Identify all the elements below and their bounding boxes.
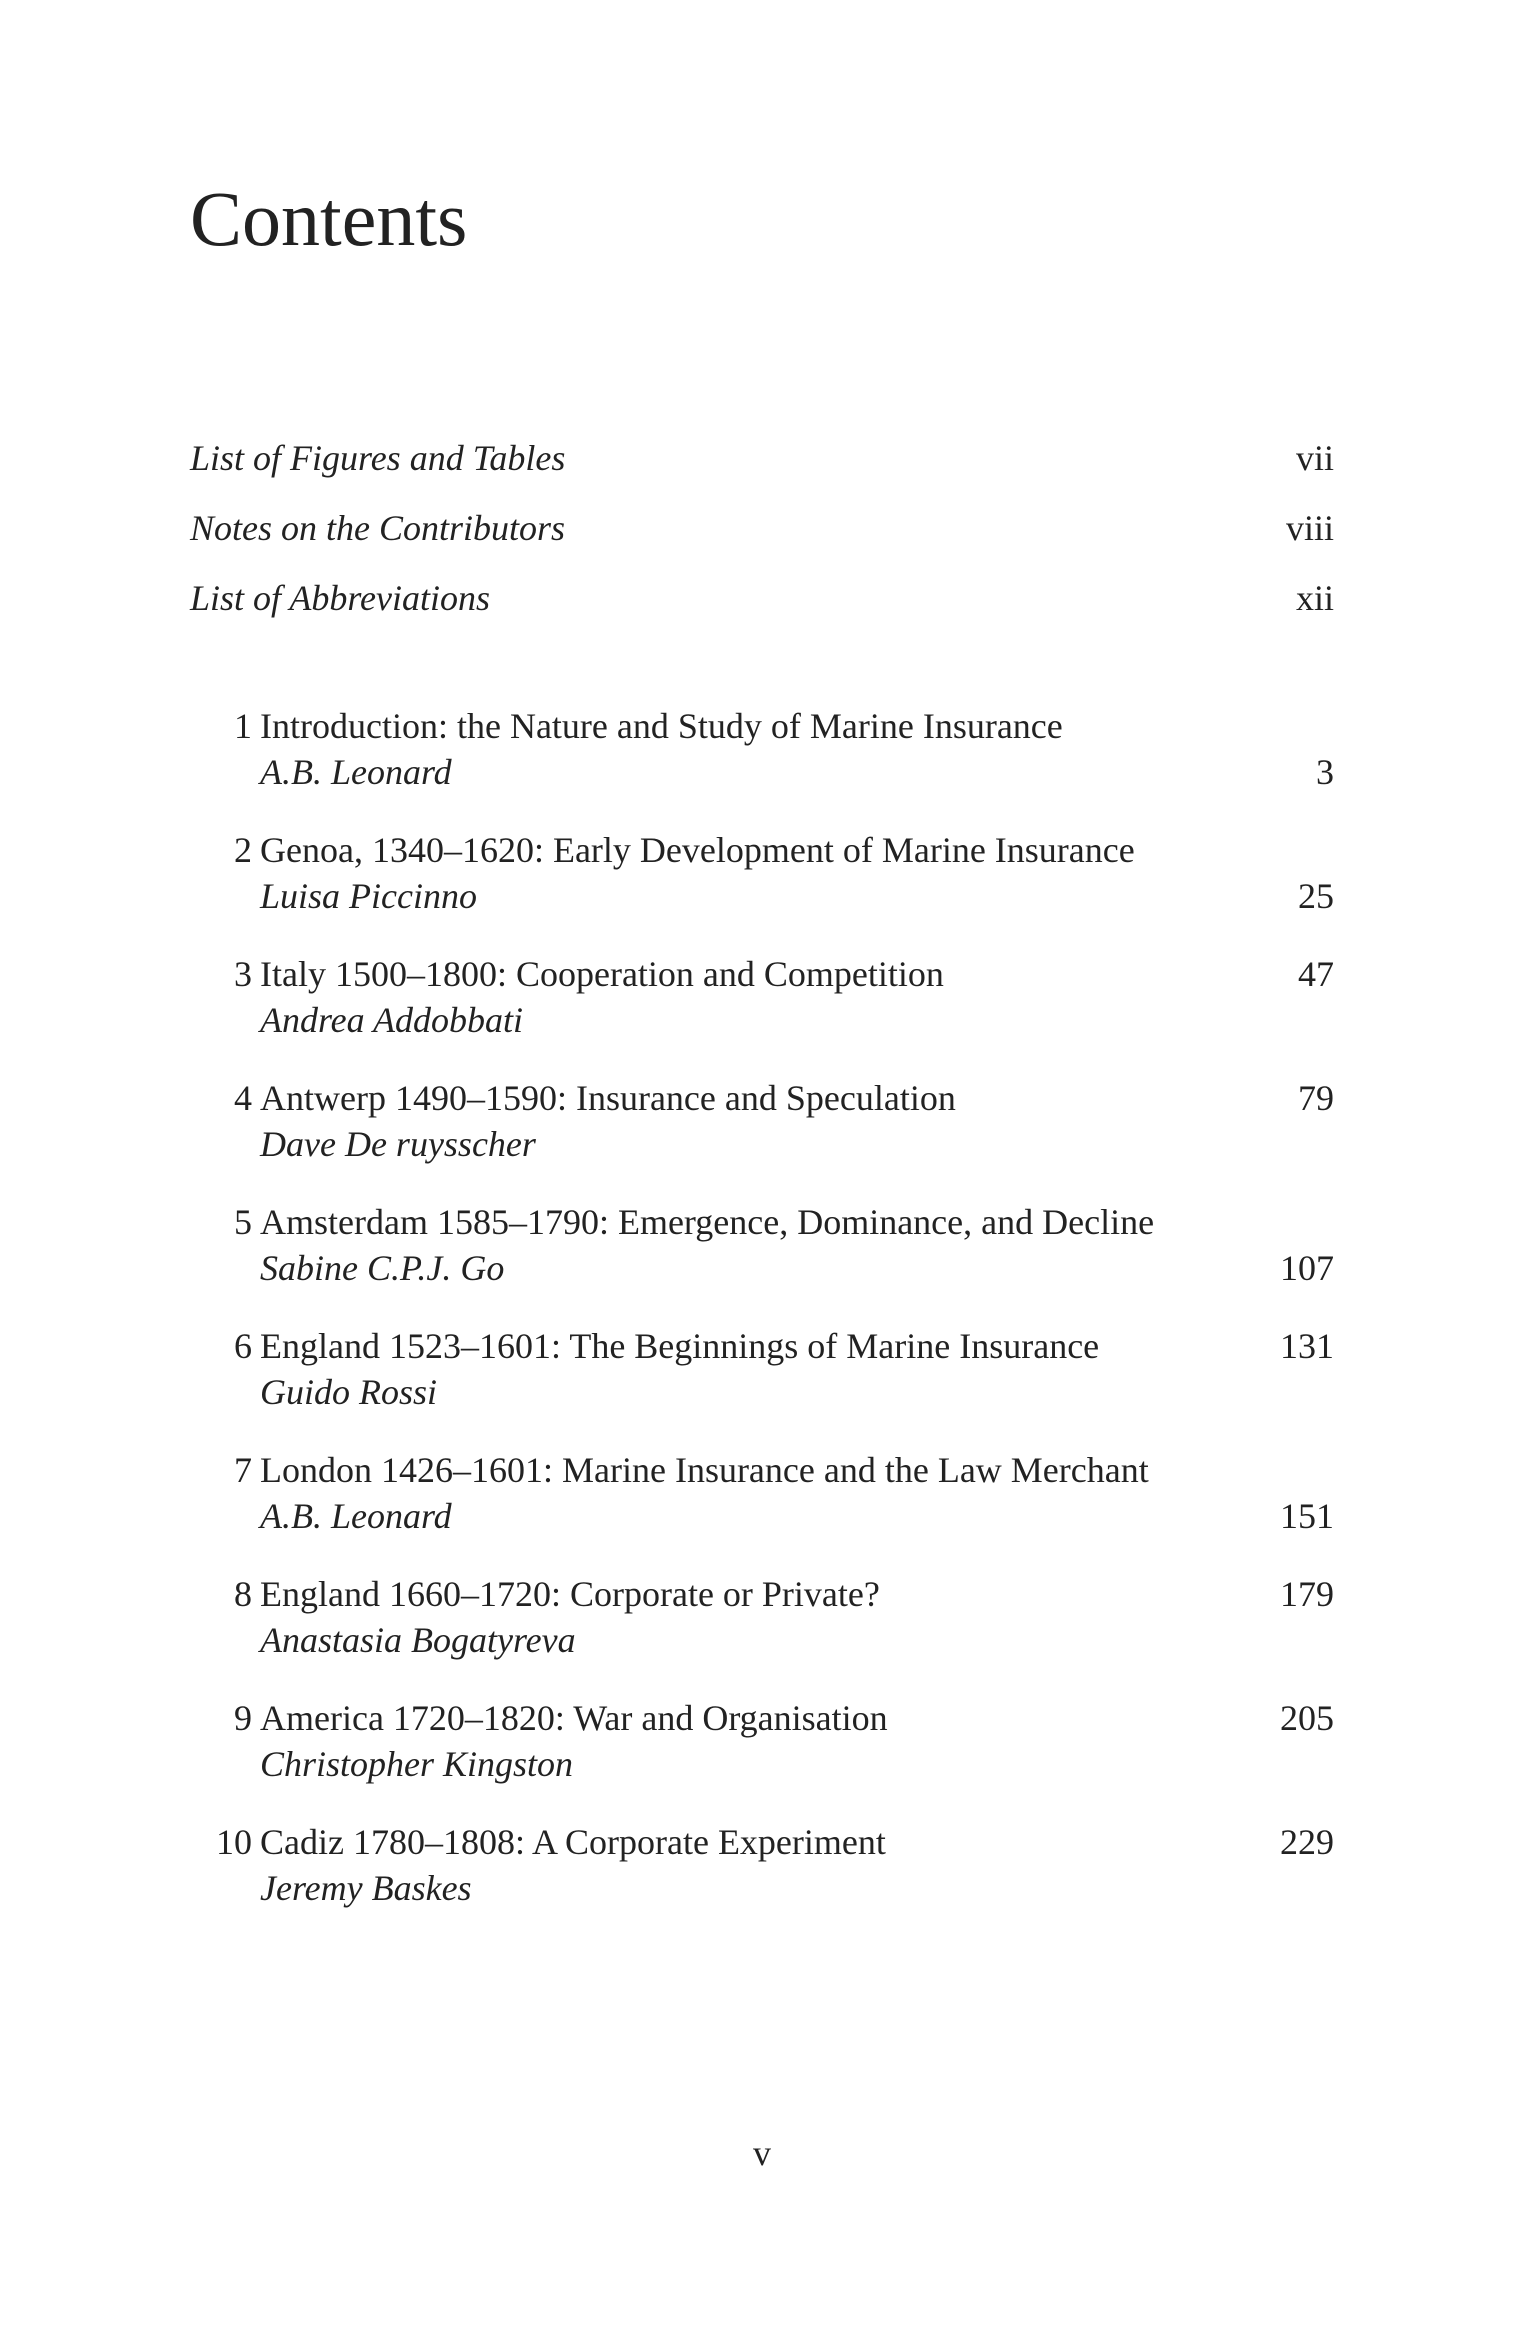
chapter-author: Luisa Piccinno xyxy=(260,876,477,916)
chapter-page: 151 xyxy=(1280,1496,1334,1536)
chapter-title: England 1660–1720: Corporate or Private? xyxy=(260,1574,880,1614)
chapter-number: 7 xyxy=(234,1450,252,1490)
chapter-title: England 1523–1601: The Beginnings of Marine Insurance xyxy=(260,1326,1100,1366)
chapter-entry xyxy=(190,703,1334,795)
page-title: Contents xyxy=(190,175,468,262)
chapter-number: 6 xyxy=(234,1326,252,1366)
front-matter-list xyxy=(190,440,1334,650)
chapter-title: Introduction: the Nature and Study of Marine Insurance xyxy=(260,706,1063,746)
chapter-page: 47 xyxy=(1298,954,1334,994)
chapter-number: 2 xyxy=(234,830,252,870)
chapter-entry xyxy=(190,1447,1334,1539)
front-matter-title: List of Figures and Tables xyxy=(190,438,566,478)
front-matter-title: List of Abbreviations xyxy=(190,578,491,618)
chapter-author: Sabine C.P.J. Go xyxy=(260,1248,505,1288)
chapter-title: Italy 1500–1800: Cooperation and Competition xyxy=(260,954,944,994)
chapter-page: 229 xyxy=(1280,1822,1334,1862)
page-number: v xyxy=(753,2133,771,2173)
chapter-title: London 1426–1601: Marine Insurance and the Law Merchant xyxy=(260,1450,1149,1490)
chapter-page: 107 xyxy=(1280,1248,1334,1288)
chapter-title: Genoa, 1340–1620: Early Development of Marine Insurance xyxy=(260,830,1135,870)
chapter-entry xyxy=(190,1199,1334,1291)
chapter-title: America 1720–1820: War and Organisation xyxy=(260,1698,888,1738)
chapter-entry xyxy=(190,1323,1334,1415)
front-matter-entry xyxy=(190,510,1334,580)
chapter-entry xyxy=(190,1819,1334,1911)
chapter-number: 9 xyxy=(234,1698,252,1738)
chapter-entry xyxy=(190,951,1334,1043)
chapter-number: 5 xyxy=(234,1202,252,1242)
chapter-title: Cadiz 1780–1808: A Corporate Experiment xyxy=(260,1822,886,1862)
chapter-page: 79 xyxy=(1298,1078,1334,1118)
chapter-title: Antwerp 1490–1590: Insurance and Speculation xyxy=(260,1078,956,1118)
front-matter-entry xyxy=(190,440,1334,510)
chapter-number: 1 xyxy=(234,706,252,746)
chapter-title: Amsterdam 1585–1790: Emergence, Dominance, and Decline xyxy=(260,1202,1155,1242)
chapter-page: 205 xyxy=(1280,1698,1334,1738)
front-matter-page: vii xyxy=(1295,438,1334,478)
chapter-author: Anastasia Bogatyreva xyxy=(260,1620,576,1660)
chapter-author: Jeremy Baskes xyxy=(260,1868,472,1908)
chapter-author: Christopher Kingston xyxy=(260,1744,574,1784)
chapter-entry xyxy=(190,1075,1334,1167)
chapter-list xyxy=(190,703,1334,1943)
chapter-page: 131 xyxy=(1280,1326,1334,1366)
chapter-author: Guido Rossi xyxy=(260,1372,438,1412)
chapter-page: 3 xyxy=(1316,752,1334,792)
chapter-number: 8 xyxy=(234,1574,252,1614)
chapter-number: 3 xyxy=(234,954,252,994)
front-matter-page: viii xyxy=(1285,508,1334,548)
chapter-entry xyxy=(190,1571,1334,1663)
chapter-page: 25 xyxy=(1298,876,1334,916)
chapter-page: 179 xyxy=(1280,1574,1334,1614)
chapter-author: A.B. Leonard xyxy=(260,1496,452,1536)
chapter-author: Andrea Addobbati xyxy=(260,1000,523,1040)
chapter-author: Dave De ruysscher xyxy=(260,1124,536,1164)
chapter-number: 4 xyxy=(234,1078,252,1118)
front-matter-entry xyxy=(190,580,1334,650)
front-matter-title: Notes on the Contributors xyxy=(190,508,566,548)
chapter-entry xyxy=(190,1695,1334,1787)
front-matter-page: xii xyxy=(1295,578,1334,618)
chapter-author: A.B. Leonard xyxy=(260,752,452,792)
chapter-entry xyxy=(190,827,1334,919)
chapter-number: 10 xyxy=(216,1822,252,1862)
